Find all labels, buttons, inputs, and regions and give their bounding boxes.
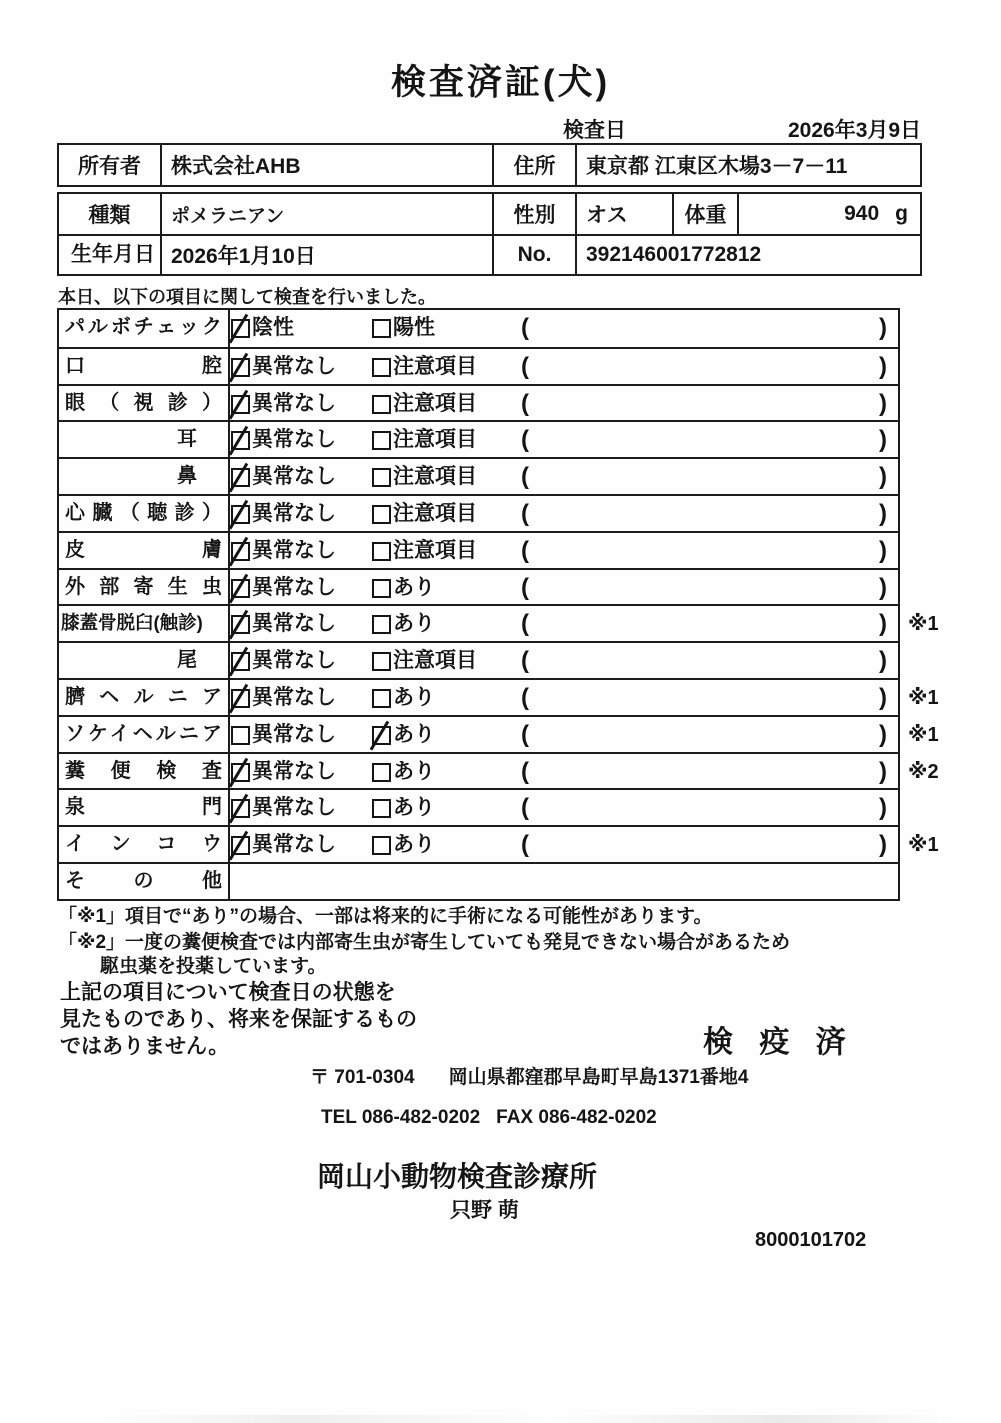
postal-code: 〒 701-0304 xyxy=(310,1067,415,1088)
remarks-paren-open: ( xyxy=(521,647,529,675)
sex-value: オス xyxy=(577,194,674,234)
option2-label: 注意項目 xyxy=(393,538,477,562)
weight-number: 940 xyxy=(844,202,880,225)
no-value: 392146001772812 xyxy=(586,243,762,266)
item-label: 臍ヘルニア xyxy=(59,680,230,715)
owner-value: 株式会社AHB xyxy=(162,145,494,185)
option1-label: 異常なし xyxy=(252,722,336,746)
remarks-paren-open: ( xyxy=(521,536,529,564)
option1-label: 異常なし xyxy=(252,391,336,415)
remarks-paren-close: ) xyxy=(879,499,887,527)
checkbox-option2[interactable] xyxy=(372,689,391,708)
item-label: 膝蓋骨脱臼(触診) xyxy=(59,606,230,641)
checklist-row xyxy=(59,568,898,605)
remarks-paren-open: ( xyxy=(521,757,529,785)
checklist-table xyxy=(57,308,939,901)
option2-label: あり xyxy=(393,722,435,746)
remarks-paren-open: ( xyxy=(521,683,529,711)
remarks-paren-open: ( xyxy=(521,831,529,859)
checkbox-option1[interactable] xyxy=(231,763,250,782)
checkbox-option2[interactable] xyxy=(372,799,391,818)
checkbox-option2[interactable] xyxy=(372,579,391,598)
option2-label: 注意項目 xyxy=(393,391,477,415)
disclaimer-line-3: ではありません。 xyxy=(60,1035,230,1058)
checkbox-option2[interactable] xyxy=(372,542,391,561)
checkbox-option1[interactable] xyxy=(231,836,250,855)
option2-label: 注意項目 xyxy=(393,428,477,452)
option2-label: 注意項目 xyxy=(393,501,477,525)
option1-label: 異常なし xyxy=(252,759,336,783)
checklist-row xyxy=(59,494,898,531)
checkbox-option2[interactable] xyxy=(372,836,391,855)
no-label: No. xyxy=(494,236,577,274)
clinic-tel-line xyxy=(321,1107,657,1129)
option1-label: 異常なし xyxy=(252,612,336,636)
footnote-ref: ※1 xyxy=(908,723,939,746)
option1-label: 異常なし xyxy=(252,538,336,562)
item-label: ソケイヘルニア xyxy=(59,717,230,752)
checkbox-option2[interactable] xyxy=(372,726,391,745)
checkbox-option1[interactable] xyxy=(231,319,250,338)
footnote-ref: ※1 xyxy=(908,613,939,636)
checklist-row xyxy=(59,457,898,494)
remarks-paren-open: ( xyxy=(521,794,529,822)
checkbox-option2[interactable] xyxy=(372,615,391,634)
checkbox-option1[interactable] xyxy=(231,652,250,671)
animal-table xyxy=(57,192,922,276)
checkbox-option2[interactable] xyxy=(372,763,391,782)
remarks-paren-close: ) xyxy=(879,426,887,454)
item-label: 鼻 xyxy=(59,459,230,494)
footnote-ref: ※2 xyxy=(908,760,939,783)
breed-label: 種類 xyxy=(59,194,162,234)
checklist-row xyxy=(59,384,898,421)
checkbox-option2[interactable] xyxy=(372,468,391,487)
item-label: 心臓（聴診） xyxy=(59,496,230,531)
document-code: 8000101702 xyxy=(755,1229,867,1251)
checkbox-option1[interactable] xyxy=(231,726,250,745)
item-label: 尾 xyxy=(59,643,230,678)
checklist-row xyxy=(59,310,898,347)
option2-label: 注意項目 xyxy=(393,465,477,489)
checkbox-option1[interactable] xyxy=(231,468,250,487)
remarks-paren-close: ) xyxy=(879,683,887,711)
breed-value: ポメラニアン xyxy=(162,194,494,234)
clinic-address: 岡山県都窪郡早島町早島1371番地4 xyxy=(448,1067,749,1088)
remarks-paren-close: ) xyxy=(879,536,887,564)
option2-label: あり xyxy=(393,759,435,783)
birth-value: 2026年1月10日 xyxy=(162,236,494,274)
remarks-paren-open: ( xyxy=(521,610,529,638)
footnote-1: 「※1」項目で“あり”の場合、一部は将来的に手術になる可能性があります。 xyxy=(58,906,713,927)
disclaimer-text xyxy=(60,979,417,1060)
checklist-row xyxy=(59,641,898,678)
option1-label: 異常なし xyxy=(252,465,336,489)
remarks-paren-close: ) xyxy=(879,463,887,491)
remarks-paren-open: ( xyxy=(521,314,529,341)
checklist-row xyxy=(59,420,898,457)
option1-label: 陰性 xyxy=(252,316,294,339)
checklist-row xyxy=(59,788,898,825)
checkbox-option2[interactable] xyxy=(372,395,391,414)
option1-label: 異常なし xyxy=(252,501,336,525)
scan-artifact xyxy=(0,1415,1001,1423)
checkbox-option2[interactable] xyxy=(372,431,391,450)
footnote-2-cont: 駆虫薬を投薬しています。 xyxy=(100,956,327,977)
remarks-paren-close: ) xyxy=(879,389,887,417)
option2-label: あり xyxy=(393,833,435,857)
clinic-name: 岡山小動物検査診療所 xyxy=(317,1161,598,1192)
remarks-paren-close: ) xyxy=(879,314,887,341)
option1-label: 異常なし xyxy=(252,575,336,599)
checkbox-option1[interactable] xyxy=(231,799,250,818)
disclaimer-line-2: 見たものであり、将来を保証するもの xyxy=(60,1008,417,1031)
veterinarian-name: 只野 萌 xyxy=(450,1199,519,1222)
remarks-paren-open: ( xyxy=(521,720,529,748)
item-label: 皮膚 xyxy=(59,533,230,568)
remarks-paren-open: ( xyxy=(521,352,529,380)
item-label: 眼（視診） xyxy=(59,386,230,421)
option1-label: 異常なし xyxy=(252,428,336,452)
owner-label: 所有者 xyxy=(59,145,162,185)
checkbox-option2[interactable] xyxy=(372,505,391,524)
checklist-row xyxy=(59,862,898,899)
weight-label: 体重 xyxy=(674,194,739,234)
checklist-row xyxy=(59,752,939,789)
remarks-paren-close: ) xyxy=(879,647,887,675)
option1-label: 異常なし xyxy=(252,649,336,673)
exam-date-value: 2026年3月9日 xyxy=(788,119,922,142)
remarks-paren-open: ( xyxy=(521,573,529,601)
remarks-paren-open: ( xyxy=(521,463,529,491)
weight-value xyxy=(739,194,920,234)
footnote-ref: ※1 xyxy=(908,834,939,857)
option1-label: 異常なし xyxy=(252,796,336,820)
remarks-paren-open: ( xyxy=(521,499,529,527)
checkbox-option1[interactable] xyxy=(231,542,250,561)
checkbox-option1[interactable] xyxy=(231,358,250,377)
clinic-fax: FAX 086-482-0202 xyxy=(496,1107,657,1128)
item-label: パルボチェック xyxy=(59,310,230,347)
owner-table xyxy=(57,143,922,187)
option1-label: 異常なし xyxy=(252,354,336,378)
checkbox-option1[interactable] xyxy=(231,615,250,634)
remarks-paren-close: ) xyxy=(879,352,887,380)
remarks-paren-open: ( xyxy=(521,426,529,454)
clinic-tel: TEL 086-482-0202 xyxy=(321,1107,481,1128)
item-label: その他 xyxy=(59,864,230,899)
item-label: インコウ xyxy=(59,827,230,862)
checkbox-option1[interactable] xyxy=(231,505,250,524)
remarks-paren-close: ) xyxy=(879,794,887,822)
remarks-paren-close: ) xyxy=(879,720,887,748)
checkbox-option2[interactable] xyxy=(372,652,391,671)
option2-label: 注意項目 xyxy=(393,649,477,673)
item-label: 糞便検査 xyxy=(59,754,230,789)
remarks-paren-close: ) xyxy=(879,610,887,638)
option2-label: 注意項目 xyxy=(393,354,477,378)
option1-label: 異常なし xyxy=(252,833,336,857)
checkbox-option1[interactable] xyxy=(231,689,250,708)
item-label: 口腔 xyxy=(59,349,230,384)
item-label: 耳 xyxy=(59,422,230,457)
footnote-ref: ※1 xyxy=(908,686,939,709)
remarks-paren-close: ) xyxy=(879,831,887,859)
checkbox-option1[interactable] xyxy=(231,431,250,450)
checklist-row xyxy=(59,604,939,641)
clinic-postal-line xyxy=(310,1062,748,1089)
exam-date-label: 検査日 xyxy=(563,119,626,142)
checklist-row xyxy=(59,825,939,862)
address-label: 住所 xyxy=(494,145,577,185)
address-value: 東京都 江東区木場3－7－11 xyxy=(586,155,848,178)
checklist-row xyxy=(59,678,939,715)
disclaimer-line-1: 上記の項目について検査日の状態を xyxy=(60,981,396,1004)
option2-label: あり xyxy=(393,575,435,599)
checkbox-option2[interactable] xyxy=(372,358,391,377)
checkbox-option1[interactable] xyxy=(231,395,250,414)
option2-label: あり xyxy=(393,796,435,820)
quarantine-passed-stamp: 検 疫 済 xyxy=(703,1026,855,1059)
option1-label: 異常なし xyxy=(252,685,336,709)
remarks-paren-open: ( xyxy=(521,389,529,417)
exam-statement: 本日、以下の項目に関して検査を行いました。 xyxy=(58,287,436,307)
remarks-paren-close: ) xyxy=(879,757,887,785)
footnote-2: 「※2」一度の糞便検査では内部寄生虫が寄生していても発見できない場合があるため xyxy=(58,932,791,953)
option2-label: 陽性 xyxy=(393,316,435,339)
checkbox-option2[interactable] xyxy=(372,319,391,338)
item-label: 外部寄生虫 xyxy=(59,570,230,605)
option2-label: あり xyxy=(393,685,435,709)
weight-unit: g xyxy=(895,202,908,225)
checklist-row xyxy=(59,715,939,752)
item-label: 泉門 xyxy=(59,790,230,825)
birth-label: 生年月日 xyxy=(59,236,162,274)
sex-label: 性別 xyxy=(494,194,577,234)
remarks-paren-close: ) xyxy=(879,573,887,601)
page-title: 検査済証(犬) xyxy=(390,63,611,102)
checklist-row xyxy=(59,531,898,568)
option2-label: あり xyxy=(393,612,435,636)
checkbox-option1[interactable] xyxy=(231,579,250,598)
checklist-row xyxy=(59,347,898,384)
